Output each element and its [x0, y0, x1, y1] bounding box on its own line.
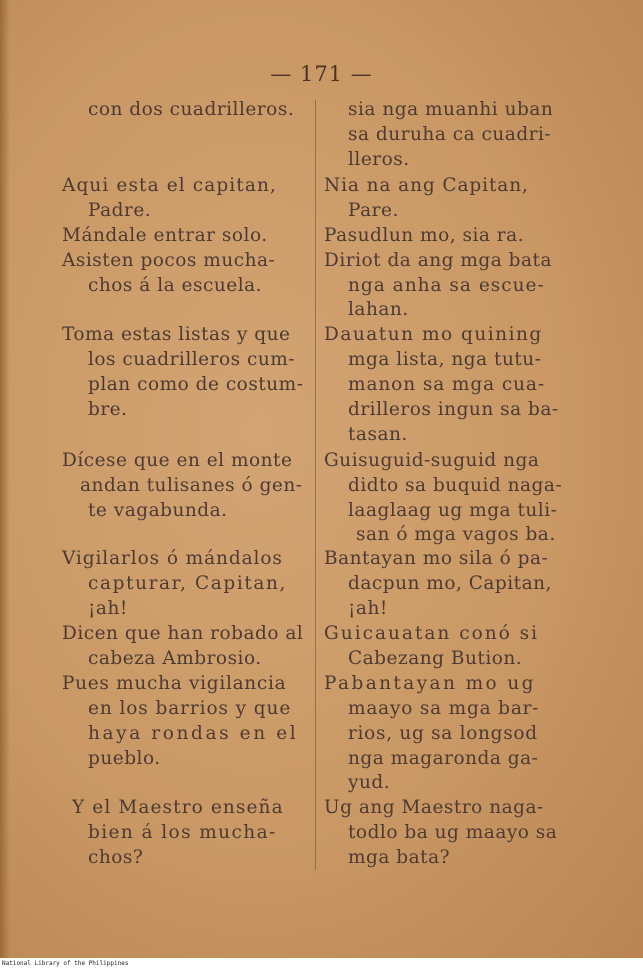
- bisaya-line: manon sa mga cua-: [348, 374, 545, 395]
- bisaya-line: dacpun mo, Capitan,: [348, 573, 552, 594]
- bisaya-line: Guicauatan conó si: [324, 623, 540, 644]
- bisaya-line: maayo sa mga bar-: [348, 698, 540, 719]
- bisaya-line: rios, ug sa longsod: [348, 723, 538, 744]
- bisaya-line: lahan.: [348, 299, 409, 320]
- spanish-line: Aqui esta el capitan,: [62, 175, 277, 196]
- bisaya-line: Guisuguid-suguid nga: [324, 450, 540, 471]
- spanish-line: Dícese que en el monte: [62, 450, 293, 471]
- bisaya-line: Dauatun mo quining: [324, 324, 543, 345]
- spanish-line: chos?: [88, 847, 144, 868]
- bisaya-line: mga bata?: [348, 847, 451, 868]
- spanish-line: te vagabunda.: [88, 500, 228, 521]
- spanish-line: los cuadrilleros cum-: [88, 349, 296, 370]
- library-watermark: National Library of the Philippines: [2, 959, 132, 968]
- bisaya-line: san ó mga vagos ba.: [356, 524, 556, 545]
- bisaya-line: mga lista, nga tutu-: [348, 349, 542, 370]
- spanish-line: con dos cuadrilleros.: [88, 99, 295, 120]
- spanish-line: haya rondas en el: [88, 723, 299, 744]
- bisaya-line: Pare.: [348, 200, 399, 221]
- bisaya-line: Nia na ang Capitan,: [324, 175, 529, 196]
- page-edge: [0, 0, 10, 960]
- bisaya-line: drilleros ingun sa ba-: [348, 399, 559, 420]
- bisaya-line: sia nga muanhi uban: [348, 99, 554, 120]
- bisaya-line: lleros.: [348, 149, 410, 170]
- spanish-line: cabeza Ambrosio.: [88, 648, 262, 669]
- spanish-line: ¡ah!: [88, 598, 128, 619]
- bisaya-line: nga magaronda ga-: [348, 748, 539, 769]
- bisaya-line: Pasudlun mo, sia ra.: [324, 225, 525, 246]
- spanish-line: andan tulisanes ó gen-: [80, 475, 303, 496]
- spanish-line: Mándale entrar solo.: [62, 225, 268, 246]
- bisaya-line: Bantayan mo sila ó pa-: [324, 548, 549, 569]
- bisaya-line: Pabantayan mo ug: [324, 673, 536, 694]
- bisaya-line: tasan.: [348, 424, 408, 445]
- bisaya-line: didto sa buquid naga-: [348, 475, 563, 496]
- bisaya-line: Diriot da ang mga bata: [324, 250, 553, 271]
- spanish-line: en los barrios y que: [88, 698, 292, 719]
- spanish-line: Dicen que han robado al: [62, 623, 304, 644]
- spanish-line: Vigilarlos ó mándalos: [62, 548, 283, 569]
- page-number: — 171 —: [270, 62, 373, 86]
- spanish-line: Toma estas listas y que: [62, 324, 291, 345]
- bisaya-line: nga anha sa escue-: [348, 275, 545, 296]
- spanish-line: bien á los mucha-: [88, 822, 277, 843]
- bisaya-line: sa duruha ca cuadri-: [348, 124, 552, 145]
- bisaya-line: todlo ba ug maayo sa: [348, 822, 558, 843]
- bisaya-line: ¡ah!: [348, 598, 388, 619]
- spanish-line: pueblo.: [88, 748, 161, 769]
- spanish-line: plan como de costum-: [88, 374, 304, 395]
- bisaya-line: laaglaag ug mga tuli-: [348, 500, 558, 521]
- spanish-line: Y el Maestro enseña: [72, 797, 284, 818]
- spanish-line: Asisten pocos mucha-: [62, 250, 276, 271]
- spanish-line: chos á la escuela.: [88, 275, 263, 296]
- column-divider: [315, 100, 316, 870]
- bisaya-line: yud.: [348, 772, 391, 793]
- bisaya-line: Cabezang Bution.: [348, 648, 523, 669]
- spanish-line: capturar, Capitan,: [88, 573, 288, 594]
- spanish-line: bre.: [88, 399, 128, 420]
- spanish-line: Padre.: [88, 200, 152, 221]
- spanish-line: Pues mucha vigilancia: [62, 673, 287, 694]
- bisaya-line: Ug ang Maestro naga-: [324, 797, 544, 818]
